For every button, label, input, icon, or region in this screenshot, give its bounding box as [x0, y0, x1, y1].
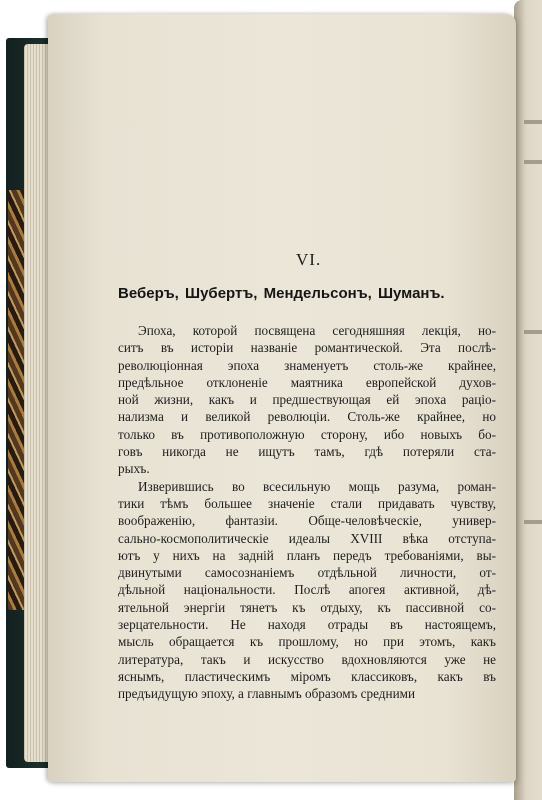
text-line: говъ никогда не ищутъ тамъ, гдѣ потеряли ста-: [118, 444, 496, 460]
text-line: тики тѣмъ большее значеніе стали придавать чувству,: [118, 495, 496, 511]
paragraph: [118, 478, 496, 703]
text-line: ятельной энергіи тянетъ къ отдыху, къ пассивной со-: [118, 599, 496, 615]
text-line: нализма и великой революціи. Столь-же крайнее, но: [118, 409, 496, 425]
chapter-title: Веберъ, Шубертъ, Мендельсонъ, Шуманъ.: [118, 285, 445, 302]
text-line: рыхъ.: [118, 461, 150, 477]
text-line: предѣльное отклоненіе маятника европейской духов-: [118, 374, 496, 390]
right-page-text-fragment: [524, 520, 542, 524]
right-page-edge: [514, 0, 542, 800]
right-page-text-fragment: [524, 160, 542, 164]
paragraph: [118, 322, 496, 478]
text-line: яснымъ, пластическимъ міромъ классиковъ, какъ въ: [118, 668, 496, 684]
text-line: воображенію, фантазіи. Обще-человѣческіе, универ-: [118, 513, 496, 529]
chapter-number: VI.: [296, 250, 322, 269]
text-line: мысль обращается къ прошлому, но при этомъ, какъ: [118, 634, 496, 650]
text-line: ной жизни, какъ и предшествующая ей эпоха раціо-: [118, 392, 496, 408]
text-line: двинутыми самосознаніемъ отдѣльной личности, от-: [118, 565, 496, 581]
text-line: только въ противоположную сторону, ибо новыхъ бо-: [118, 426, 496, 442]
text-line: сально-космополитическіе идеалы XVIII вѣка отступа-: [118, 530, 496, 546]
text-line: Изверившись во всесильную мощь разума, роман-: [138, 478, 496, 494]
page-body: [118, 322, 496, 703]
text-line: дѣльной національности. Послѣ апогея активной, дѣ-: [118, 582, 496, 598]
text-line: ситъ въ исторіи названіе романтической. Эта послѣ-: [118, 340, 496, 356]
text-line: революціонная эпоха знаменуетъ столь-же крайнее,: [118, 357, 496, 373]
right-page-text-fragment: [524, 120, 542, 124]
text-line: предъидущую эпоху, а главнымъ образомъ средними: [118, 686, 416, 702]
right-page-text-fragment: [524, 330, 542, 334]
text-line: зерцательности. Не находя отрады въ настоящемъ,: [118, 617, 496, 633]
text-line: литература, такъ и искусство вдохновляются уже не: [118, 651, 496, 667]
text-line: ютъ у нихъ на задній планъ передъ требованіями, вы-: [118, 547, 496, 563]
text-line: Эпоха, которой посвящена сегодняшняя лекція, но-: [138, 323, 496, 338]
